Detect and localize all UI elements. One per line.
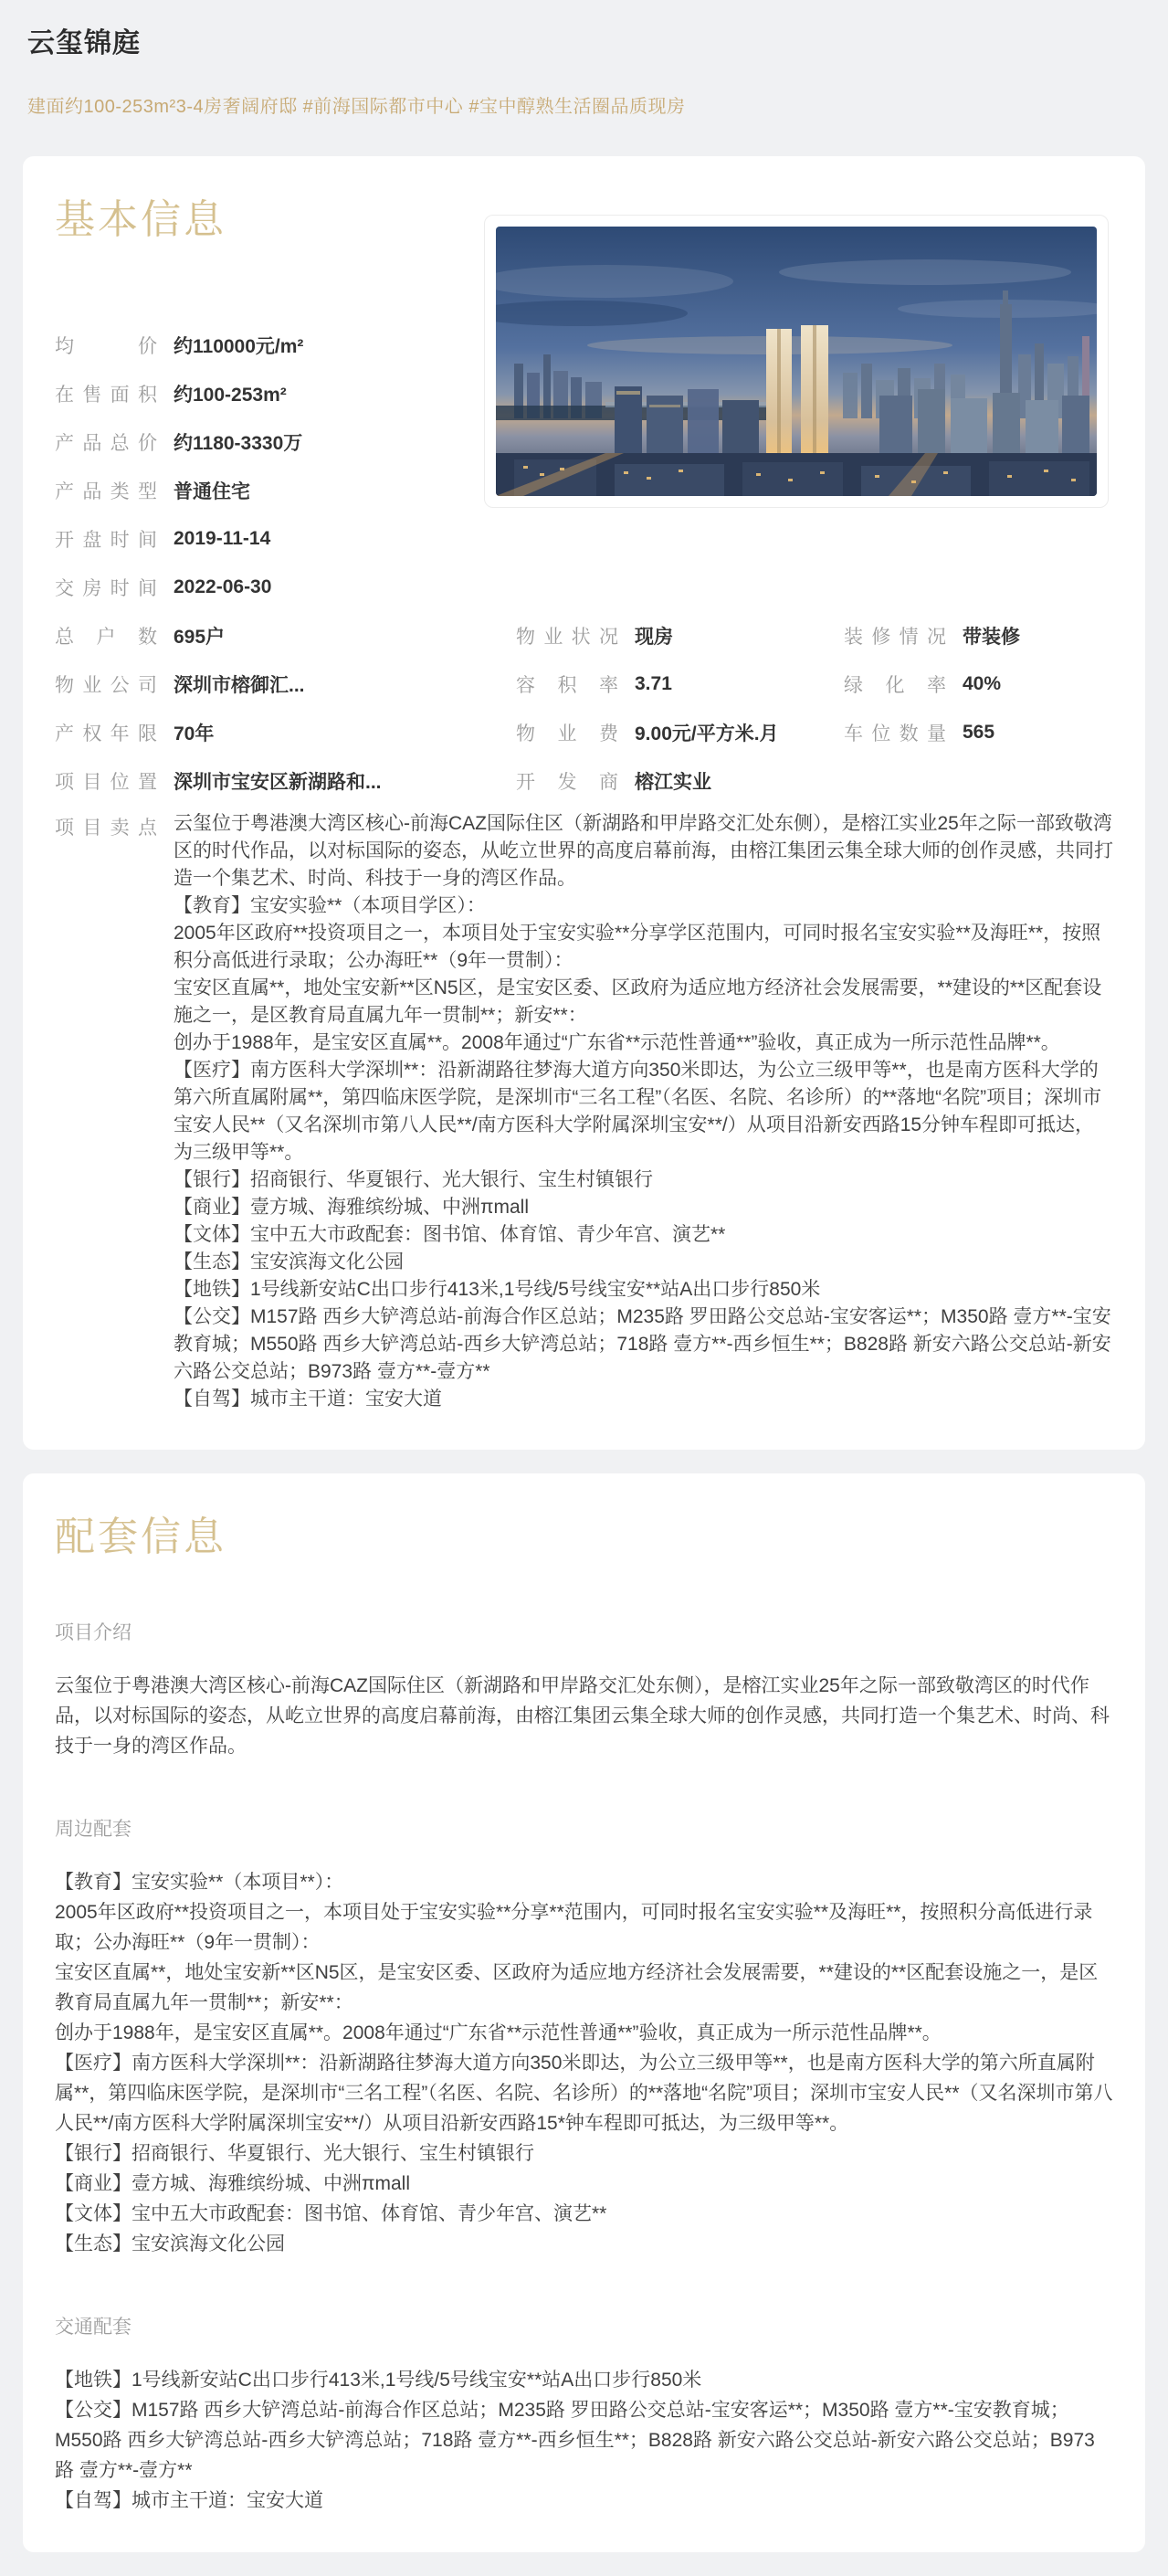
- paragraph: 2005年区政府**投资项目之一，本项目处于宝安实验**分享学区范围内，可同时报名宝安实验**及海旺**，按照积分高低进行录取；公办海旺**（9年一贯制）：: [174, 923, 1101, 971]
- paragraph: 【文体】宝中五大市政配套：图书馆、体育馆、青少年宫、演艺**: [174, 1224, 726, 1245]
- field-value: 9.00元/平方米.月: [635, 723, 779, 744]
- page-subtitle: 建面约100-253m²3-4房奢阔府邸 #前海国际都市中心 #宝中醇熟生活圈品质现房: [27, 97, 686, 117]
- paragraph: 【公交】M157路 西乡大铲湾总站-前海合作区总站；M235路 罗田路公交总站-宝安客运**；M350路 壹方**-宝安教育城；M550路 西乡大铲湾总站-西乡大铲湾总站；718路 壹方**-西乡恒生**；B828路 新安六路公交总站-新安六路公交总站；B973路 壹方**-壹方**: [174, 1306, 1111, 1382]
- field-label: 总户数: [55, 626, 157, 648]
- page-title: 云玺锦庭: [27, 28, 141, 58]
- field-row: [55, 466, 511, 514]
- traffic-paragraphs: [55, 2365, 1113, 2516]
- paragraph: 【生态】宝安滨海文化公园: [174, 1251, 404, 1272]
- field-value: 695户: [174, 626, 226, 648]
- cityscape-rendering-image: [496, 227, 1097, 496]
- paragraph: 【公交】M157路 西乡大铲湾总站-前海合作区总站；M235路 罗田路公交总站-宝安客运**；M350路 壹方**-宝安教育城；M550路 西乡大铲湾总站-西乡大铲湾总站；718路 壹方**-西乡恒生**；B828路 新安六路公交总站-新安六路公交总站；B973路 壹方**-壹方**: [55, 2400, 1095, 2481]
- paragraph: 宝安区直属**，地处宝安新**区N5区，是宝安区委、区政府为适应地方经济社会发展需要，**建设的**区配套设施之一，是区教育局直属九年一贯制**；新安**：: [174, 977, 1102, 1026]
- field-value: 深圳市宝安区新湖路和...: [174, 771, 382, 793]
- paragraph: 【自驾】城市主干道：宝安大道: [174, 1388, 442, 1409]
- field-value: 带装修: [963, 626, 1020, 648]
- field-label: 物业状况: [516, 626, 618, 648]
- field-row: [55, 660, 511, 708]
- field-label: 装修情况: [844, 626, 946, 648]
- basic-info-fields-mid: [516, 611, 779, 805]
- paragraph: 【银行】招商银行、华夏银行、光大银行、宝生村镇银行: [174, 1169, 653, 1190]
- paragraph: 【银行】招商银行、华夏银行、光大银行、宝生村镇银行: [55, 2143, 534, 2164]
- selling-points-text: [174, 810, 1113, 1413]
- field-row: [55, 563, 511, 611]
- paragraph: 2005年区政府**投资项目之一，本项目处于宝安实验**分享**范围内，可同时报名宝安实验**及海旺**，按照积分高低进行录取；公办海旺**（9年一贯制）：: [55, 1902, 1093, 1953]
- paragraph: 创办于1988年，是宝安区直属**。2008年通过“广东省**示范性普通**”验收，真正成为一所示范性品牌**。: [174, 1032, 1060, 1053]
- field-label: 物业公司: [55, 674, 157, 696]
- field-value: 榕江实业: [635, 771, 711, 793]
- paragraph: 【文体】宝中五大市政配套：图书馆、体育馆、青少年宫、演艺**: [55, 2203, 607, 2224]
- selling-points-label: 项目卖点: [55, 818, 157, 839]
- field-value: 现房: [635, 626, 673, 648]
- paragraph: 【自驾】城市主干道：宝安大道: [55, 2490, 323, 2511]
- traffic-heading: 交通配套: [55, 2317, 132, 2338]
- field-value: 普通住宅: [174, 480, 250, 502]
- field-value: 约1180-3330万: [174, 432, 303, 454]
- basic-info-title: 基本信息: [55, 197, 226, 242]
- field-row: [55, 611, 511, 660]
- field-value: 2019-11-14: [174, 527, 271, 549]
- field-label: 容积率: [516, 674, 618, 696]
- paragraph: 【医疗】南方医科大学深圳**：沿新湖路往梦海大道方向350米即达，为公立三级甲等**，也是南方医科大学的第六所直属附属**，第四临床医学院，是深圳市“三名工程”（名医、名院、名诊所）的**落地“名院”项目；深圳市宝安人民**（又名深圳市第八人民**/南方医科大学附属深圳宝安**/）从项目沿新安西路15*钟车程即可抵达，为三级甲等**。: [55, 2053, 1113, 2134]
- field-row: [516, 756, 779, 805]
- field-value: 3.71: [635, 672, 672, 694]
- paragraph: 【商业】壹方城、海雅缤纷城、中洲πmall: [55, 2173, 410, 2194]
- intro-paragraphs: [55, 1671, 1113, 1761]
- paragraph: 【地铁】1号线新安站C出口步行413米,1号线/5号线宝安**站A出口步行850米: [174, 1279, 821, 1300]
- field-row: [55, 756, 511, 805]
- basic-info-fields-left: [55, 321, 511, 805]
- field-label: 产品类型: [55, 480, 157, 502]
- basic-info-card: [23, 156, 1145, 1450]
- field-value: 565: [963, 721, 995, 743]
- field-label: 产品总价: [55, 432, 157, 454]
- basic-info-fields-right: [844, 611, 1020, 756]
- field-label: 均价: [55, 335, 157, 357]
- field-label: 开盘时间: [55, 529, 157, 551]
- field-row: [844, 611, 1020, 660]
- field-label: 产权年限: [55, 723, 157, 744]
- paragraph: 云玺位于粤港澳大湾区核心-前海CAZ国际住区（新湖路和甲岸路交汇处东侧），是榕江实业25年之际一部致敬湾区的时代作品，以对标国际的姿态，从屹立世界的高度启幕前海，由榕江集团云集全球大师的创作灵感，共同打造一个集艺术、时尚、科技于一身的湾区作品。: [174, 813, 1113, 889]
- field-row: [516, 660, 779, 708]
- selling-points-row: [55, 810, 1113, 1413]
- paragraph: 云玺位于粤港澳大湾区核心-前海CAZ国际住区（新湖路和甲岸路交汇处东侧），是榕江实业25年之际一部致敬湾区的时代作品，以对标国际的姿态，从屹立世界的高度启幕前海，由榕江集团云集全球大师的创作灵感，共同打造一个集艺术、时尚、科技于一身的湾区作品。: [55, 1675, 1110, 1757]
- field-value: 40%: [963, 672, 1002, 694]
- field-row: [844, 660, 1020, 708]
- paragraph: 【教育】宝安实验**（本项目**）：: [55, 1872, 344, 1893]
- field-label: 项目位置: [55, 771, 157, 793]
- paragraph: 【生态】宝安滨海文化公园: [55, 2233, 285, 2254]
- field-row: [55, 321, 511, 369]
- project-photo[interactable]: [484, 215, 1109, 508]
- field-row: [844, 708, 1020, 756]
- field-row: [55, 417, 511, 466]
- field-label: 开发商: [516, 771, 618, 793]
- paragraph: 【商业】壹方城、海雅缤纷城、中洲πmall: [174, 1197, 529, 1218]
- surrounding-paragraphs: [55, 1867, 1113, 2259]
- field-row: [55, 708, 511, 756]
- field-value: 深圳市榕御汇...: [174, 674, 305, 696]
- field-row: [55, 514, 511, 563]
- field-label: 在售面积: [55, 384, 157, 406]
- paragraph: 宝安区直属**，地处宝安新**区N5区，是宝安区委、区政府为适应地方经济社会发展需要，**建设的**区配套设施之一，是区教育局直属九年一贯制**；新安**：: [55, 1962, 1099, 2013]
- field-row: [55, 369, 511, 417]
- field-row: [516, 708, 779, 756]
- field-label: 绿化率: [844, 674, 946, 696]
- paragraph: 【教育】宝安实验**（本项目学区）：: [174, 895, 486, 916]
- field-row: [516, 611, 779, 660]
- field-value: 70年: [174, 723, 215, 744]
- field-value: 约100-253m²: [174, 384, 287, 406]
- paragraph: 【地铁】1号线新安站C出口步行413米,1号线/5号线宝安**站A出口步行850米: [55, 2370, 702, 2391]
- paragraph: 【医疗】南方医科大学深圳**：沿新湖路往梦海大道方向350米即达，为公立三级甲等**，也是南方医科大学的第六所直属附属**，第四临床医学院，是深圳市“三名工程”（名医、名院、名诊所）的**落地“名院”项目；深圳市宝安人民**（又名深圳市第八人民**/南方医科大学附属深圳宝安**/）从项目沿新安西路15分钟车程即可抵达，为三级甲等**。: [174, 1060, 1102, 1163]
- field-label: 交房时间: [55, 577, 157, 599]
- page-header: [0, 0, 1168, 118]
- field-label: 车位数量: [844, 723, 946, 744]
- facilities-card: [23, 1473, 1145, 2552]
- field-value: 约110000元/m²: [174, 335, 304, 357]
- paragraph: 创办于1988年，是宝安区直属**。2008年通过“广东省**示范性普通**”验收，真正成为一所示范性品牌**。: [55, 2022, 942, 2043]
- intro-heading: 项目介绍: [55, 1622, 132, 1643]
- field-value: 2022-06-30: [174, 575, 272, 597]
- field-label: 物业费: [516, 723, 618, 744]
- facilities-title: 配套信息: [55, 1515, 226, 1559]
- surrounding-heading: 周边配套: [55, 1819, 132, 1840]
